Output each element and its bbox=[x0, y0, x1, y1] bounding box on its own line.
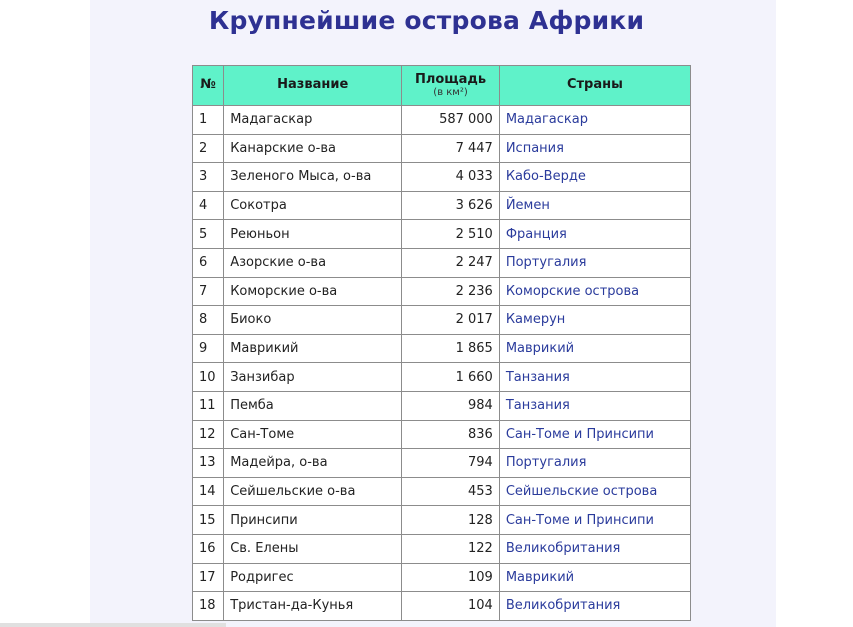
island-country-cell bbox=[499, 477, 690, 506]
table-row bbox=[193, 391, 691, 420]
table-row bbox=[193, 220, 691, 249]
row-number-cell: 7 bbox=[193, 277, 224, 306]
country-link[interactable]: Испания bbox=[505, 140, 564, 156]
islands-table bbox=[192, 65, 691, 621]
island-area-cell: 2 247 bbox=[402, 248, 500, 277]
table-header bbox=[193, 66, 691, 106]
table-row bbox=[193, 306, 691, 335]
table-row bbox=[193, 134, 691, 163]
table-row bbox=[193, 449, 691, 478]
island-name-cell: Коморские о-ва bbox=[224, 277, 402, 306]
island-name-cell: Св. Елены bbox=[224, 534, 402, 563]
table-row bbox=[193, 534, 691, 563]
island-name-cell: Занзибар bbox=[224, 363, 402, 392]
table-row bbox=[193, 163, 691, 192]
island-country-cell bbox=[499, 363, 690, 392]
table-row bbox=[193, 106, 691, 135]
row-number-cell: 9 bbox=[193, 334, 224, 363]
island-country-cell bbox=[499, 420, 690, 449]
island-name-cell: Сан-Томе bbox=[224, 420, 402, 449]
table-row bbox=[193, 277, 691, 306]
table-row bbox=[193, 191, 691, 220]
row-number-cell: 8 bbox=[193, 306, 224, 335]
table-row bbox=[193, 506, 691, 535]
island-name-cell: Биоко bbox=[224, 306, 402, 335]
island-country-cell bbox=[499, 134, 690, 163]
island-name-cell: Принсипи bbox=[224, 506, 402, 535]
row-number-cell: 11 bbox=[193, 391, 224, 420]
island-country-cell bbox=[499, 277, 690, 306]
country-link[interactable]: Португалия bbox=[505, 255, 587, 271]
table-row bbox=[193, 334, 691, 363]
country-link[interactable]: Маврикий bbox=[505, 341, 575, 357]
row-number-cell: 18 bbox=[193, 592, 224, 621]
island-country-cell bbox=[499, 449, 690, 478]
island-area-cell: 4 033 bbox=[402, 163, 500, 192]
island-area-cell: 2 510 bbox=[402, 220, 500, 249]
row-number-cell: 12 bbox=[193, 420, 224, 449]
row-number-cell: 10 bbox=[193, 363, 224, 392]
island-area-cell: 2 017 bbox=[402, 306, 500, 335]
country-link[interactable]: Йемен bbox=[505, 198, 550, 214]
table-row bbox=[193, 248, 691, 277]
island-area-cell: 122 bbox=[402, 534, 500, 563]
row-number-cell: 1 bbox=[193, 106, 224, 135]
island-country-cell bbox=[499, 563, 690, 592]
island-country-cell bbox=[499, 306, 690, 335]
island-area-cell: 794 bbox=[402, 449, 500, 478]
island-name-cell: Маврикий bbox=[224, 334, 402, 363]
country-link[interactable]: Сейшельские острова bbox=[505, 484, 658, 500]
island-name-cell: Сокотра bbox=[224, 191, 402, 220]
header-name: Название bbox=[224, 66, 402, 106]
header-num: № bbox=[193, 66, 224, 106]
island-country-cell bbox=[499, 106, 690, 135]
island-area-cell: 109 bbox=[402, 563, 500, 592]
country-link[interactable]: Сан-Томе и Принсипи bbox=[505, 512, 654, 528]
country-link[interactable]: Мадагаскар bbox=[505, 112, 588, 128]
country-link[interactable]: Франция bbox=[505, 226, 567, 242]
island-area-cell: 984 bbox=[402, 391, 500, 420]
island-country-cell bbox=[499, 191, 690, 220]
country-link[interactable]: Кабо-Верде bbox=[505, 169, 586, 185]
table-row bbox=[193, 477, 691, 506]
island-country-cell bbox=[499, 248, 690, 277]
island-area-cell: 104 bbox=[402, 592, 500, 621]
island-name-cell: Мадагаскар bbox=[224, 106, 402, 135]
island-country-cell bbox=[499, 506, 690, 535]
header-country: Страны bbox=[499, 66, 690, 106]
header-area-label: Площадь bbox=[414, 71, 487, 87]
island-name-cell: Канарские о-ва bbox=[224, 134, 402, 163]
island-name-cell: Реюньон bbox=[224, 220, 402, 249]
island-name-cell: Зеленого Мыса, о-ва bbox=[224, 163, 402, 192]
island-country-cell bbox=[499, 334, 690, 363]
header-area bbox=[402, 66, 500, 106]
table-row bbox=[193, 592, 691, 621]
row-number-cell: 14 bbox=[193, 477, 224, 506]
row-number-cell: 13 bbox=[193, 449, 224, 478]
island-country-cell bbox=[499, 534, 690, 563]
island-country-cell bbox=[499, 220, 690, 249]
country-link[interactable]: Камерун bbox=[505, 312, 566, 328]
island-area-cell: 1 865 bbox=[402, 334, 500, 363]
island-area-cell: 128 bbox=[402, 506, 500, 535]
table-body bbox=[193, 106, 691, 621]
island-country-cell bbox=[499, 391, 690, 420]
island-area-cell: 3 626 bbox=[402, 191, 500, 220]
page-title: Крупнейшие острова Африки bbox=[208, 6, 645, 35]
row-number-cell: 2 bbox=[193, 134, 224, 163]
row-number-cell: 17 bbox=[193, 563, 224, 592]
country-link[interactable]: Великобритания bbox=[505, 598, 621, 614]
table-row bbox=[193, 563, 691, 592]
table-header-row bbox=[193, 66, 691, 106]
country-link[interactable]: Сан-Томе и Принсипи bbox=[505, 426, 654, 442]
horizontal-scrollbar[interactable] bbox=[0, 623, 226, 627]
island-country-cell bbox=[499, 592, 690, 621]
row-number-cell: 16 bbox=[193, 534, 224, 563]
country-link[interactable]: Танзания bbox=[505, 398, 570, 414]
table-row bbox=[193, 363, 691, 392]
island-name-cell: Азорские о-ва bbox=[224, 248, 402, 277]
island-name-cell: Мадейра, о-ва bbox=[224, 449, 402, 478]
island-area-cell: 453 bbox=[402, 477, 500, 506]
island-name-cell: Пемба bbox=[224, 391, 402, 420]
country-link[interactable]: Коморские острова bbox=[505, 283, 640, 299]
island-area-cell: 587 000 bbox=[402, 106, 500, 135]
island-name-cell: Родригес bbox=[224, 563, 402, 592]
island-name-cell: Сейшельские о-ва bbox=[224, 477, 402, 506]
country-link[interactable]: Танзания bbox=[505, 369, 570, 385]
country-link[interactable]: Португалия bbox=[505, 455, 587, 471]
row-number-cell: 3 bbox=[193, 163, 224, 192]
island-area-cell: 7 447 bbox=[402, 134, 500, 163]
island-area-cell: 1 660 bbox=[402, 363, 500, 392]
row-number-cell: 4 bbox=[193, 191, 224, 220]
header-area-unit: (в км²) bbox=[433, 87, 468, 99]
country-link[interactable]: Маврикий bbox=[505, 569, 575, 585]
row-number-cell: 5 bbox=[193, 220, 224, 249]
island-name-cell: Тристан-да-Кунья bbox=[224, 592, 402, 621]
island-area-cell: 836 bbox=[402, 420, 500, 449]
island-area-cell: 2 236 bbox=[402, 277, 500, 306]
table-row bbox=[193, 420, 691, 449]
country-link[interactable]: Великобритания bbox=[505, 541, 621, 557]
row-number-cell: 6 bbox=[193, 248, 224, 277]
row-number-cell: 15 bbox=[193, 506, 224, 535]
island-country-cell bbox=[499, 163, 690, 192]
